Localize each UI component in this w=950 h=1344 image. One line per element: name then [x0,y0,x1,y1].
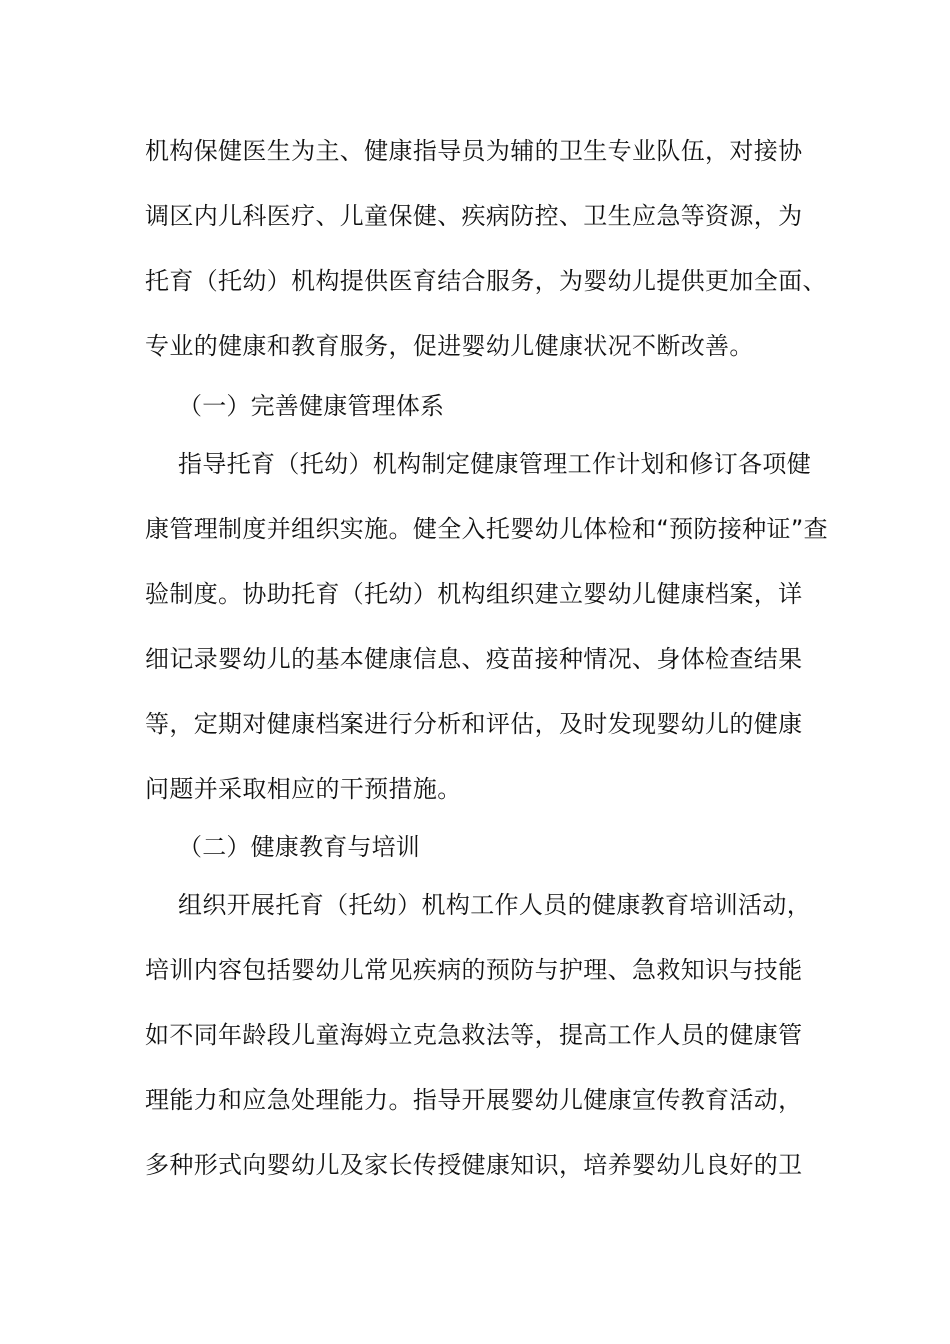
paragraph-line: 细记录婴幼儿的基本健康信息、疫苗接种情况、身体检查结果 [145,645,803,673]
paragraph-line: 指导托育（托幼）机构制定健康管理工作计划和修订各项健 [178,450,812,478]
paragraph-line: 调区内儿科医疗、儿童保健、疾病防控、卫生应急等资源，为 [145,202,803,230]
paragraph-line: 机构保健医生为主、健康指导员为辅的卫生专业队伍，对接协 [145,137,803,165]
paragraph-line: 问题并采取相应的干预措施。 [145,775,462,803]
section-heading: （二）健康教育与培训 [178,833,420,861]
paragraph-line: 培训内容包括婴幼儿常见疾病的预防与护理、急救知识与技能 [145,956,803,984]
paragraph-line: 多种形式向婴幼儿及家长传授健康知识，培养婴幼儿良好的卫 [145,1151,803,1179]
paragraph-line: 专业的健康和教育服务，促进婴幼儿健康状况不断改善。 [145,332,754,360]
paragraph-line: 理能力和应急处理能力。指导开展婴幼儿健康宣传教育活动， [145,1086,803,1114]
paragraph-line: 托育（托幼）机构提供医育结合服务，为婴幼儿提供更加全面、 [145,267,827,295]
section-heading: （一）完善健康管理体系 [178,392,445,420]
paragraph-line: 等，定期对健康档案进行分析和评估，及时发现婴幼儿的健康 [145,710,803,738]
paragraph-line: 验制度。协助托育（托幼）机构组织建立婴幼儿健康档案，详 [145,580,803,608]
paragraph-line: 组织开展托育（托幼）机构工作人员的健康教育培训活动， [178,891,812,919]
paragraph-line: 康管理制度并组织实施。健全入托婴幼儿体检和“预防接种证”查 [145,515,829,543]
paragraph-line: 如不同年龄段儿童海姆立克急救法等，提高工作人员的健康管 [145,1021,803,1049]
